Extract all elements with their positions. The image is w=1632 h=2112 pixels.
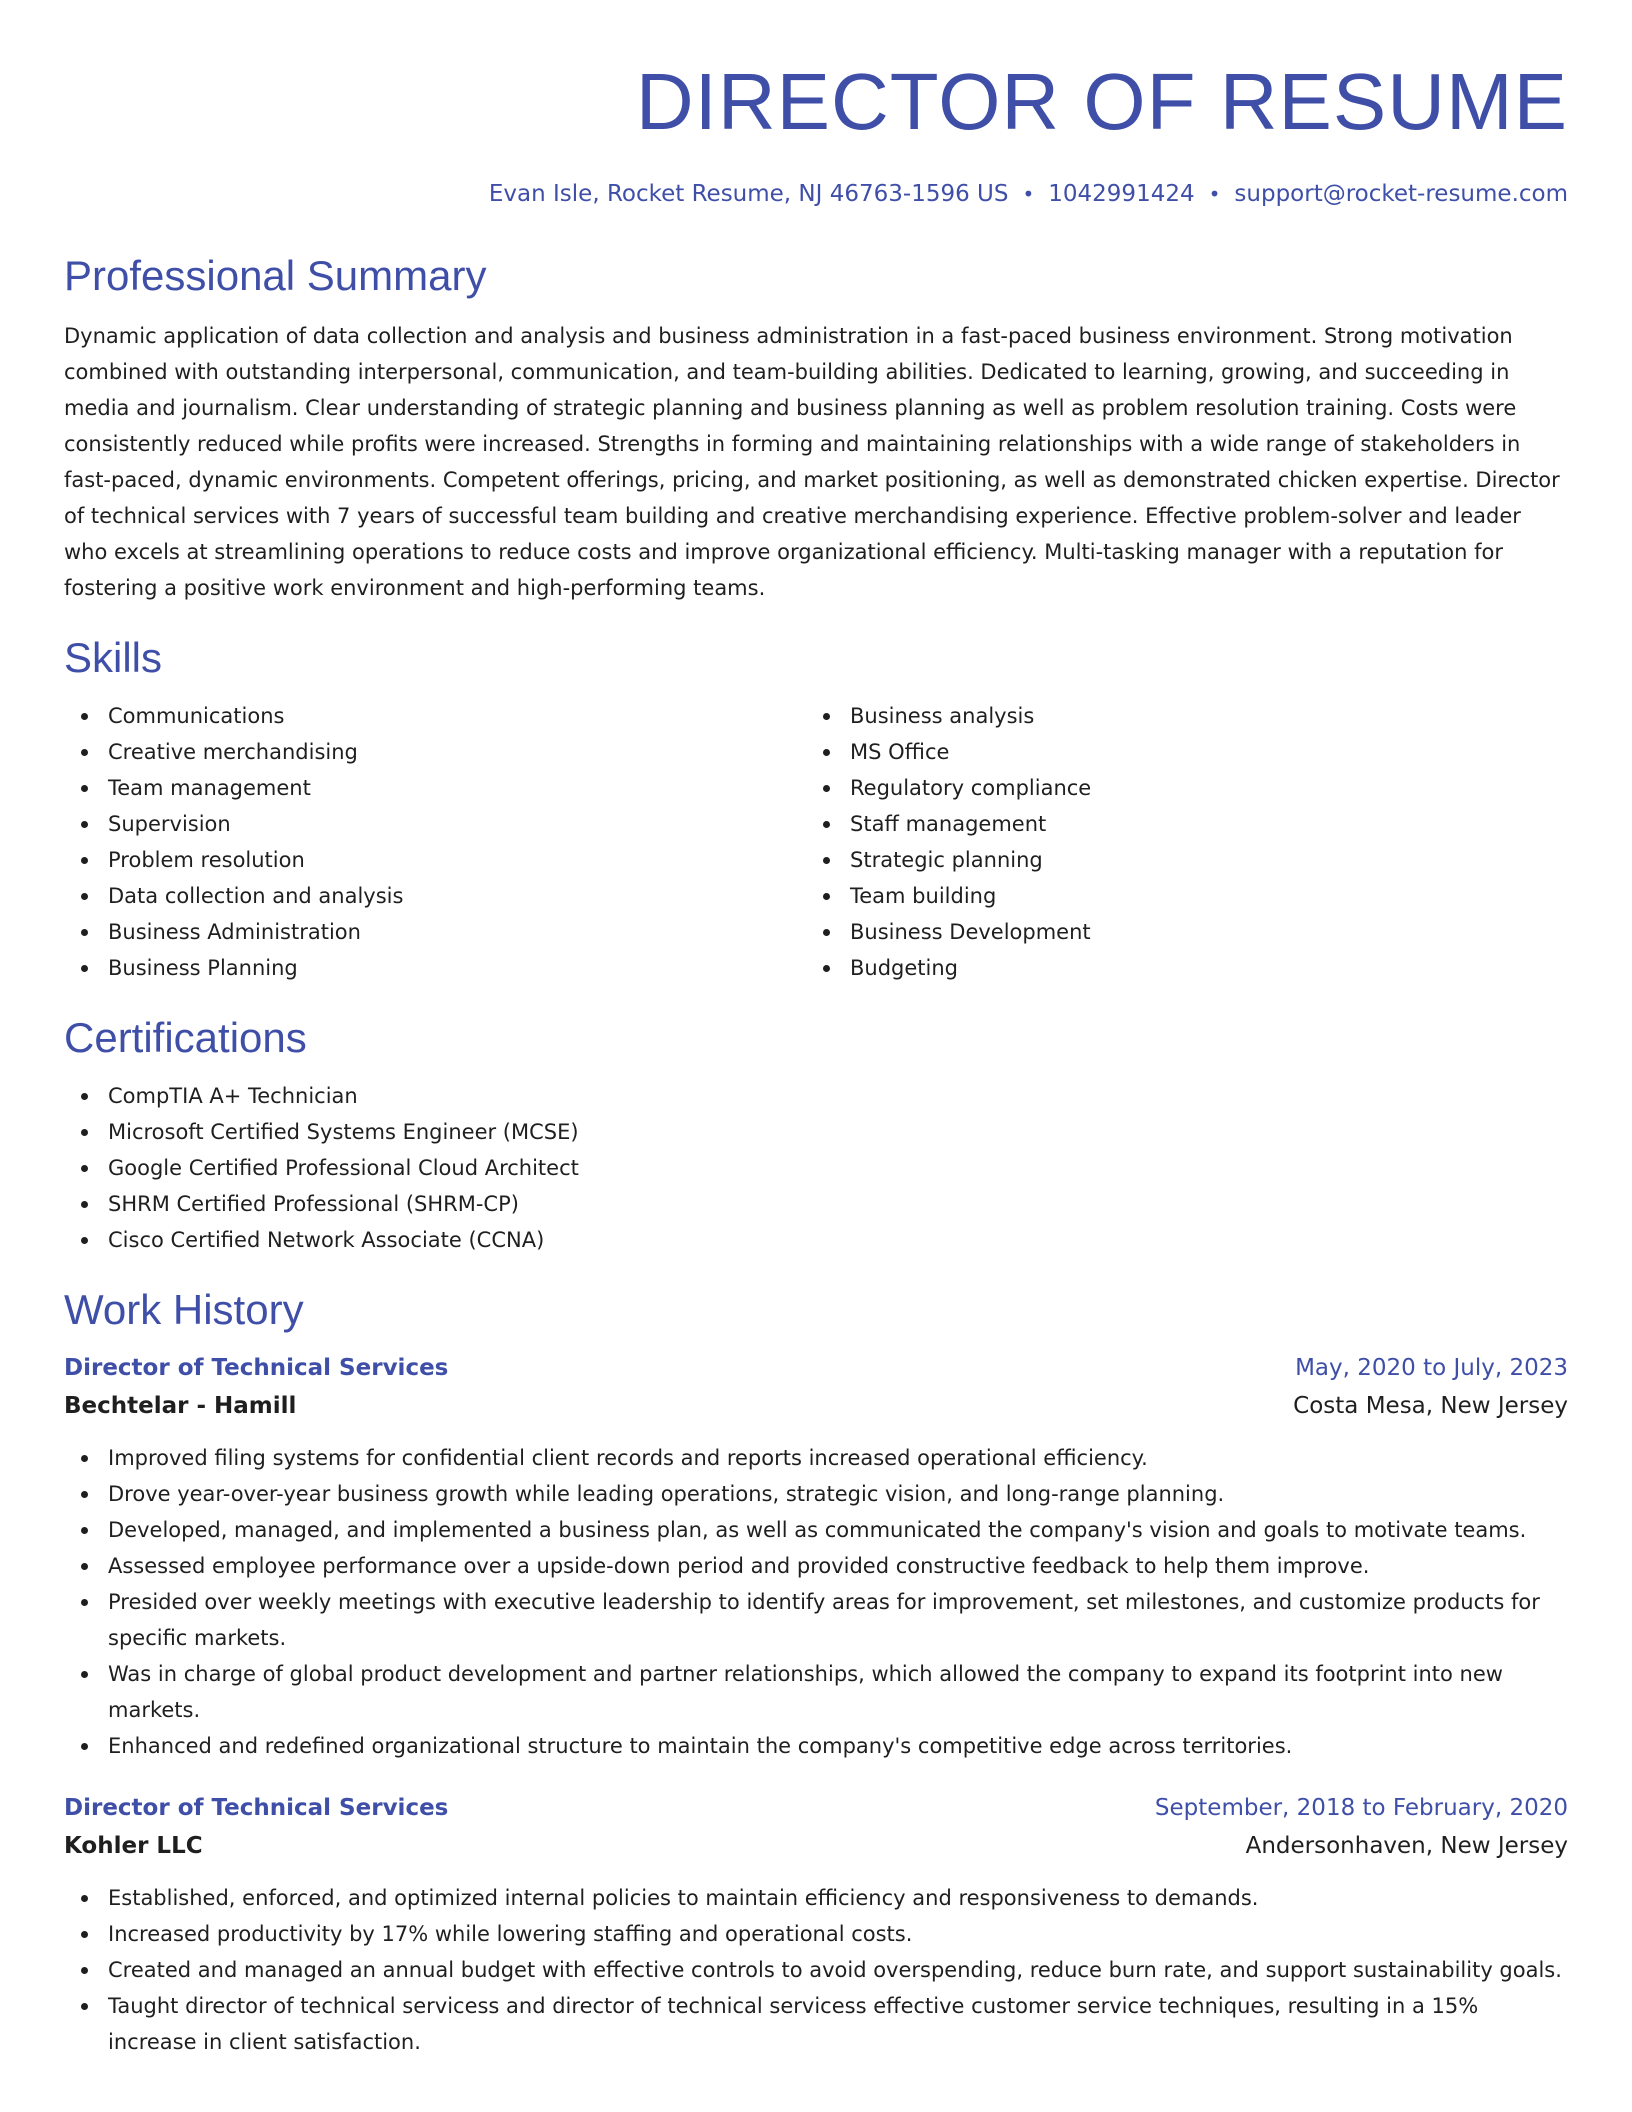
- contact-separator: •: [1208, 182, 1221, 206]
- job-location: Andersonhaven, New Jersey: [1245, 1833, 1568, 1859]
- contact-address: Evan Isle, Rocket Resume, NJ 46763-1596 US: [488, 181, 1009, 207]
- job-bullet: Drove year-over-year business growth while leading operations, strategic vision, and long-range planning.: [64, 1476, 1568, 1512]
- certification-item: Google Certified Professional Cloud Architect: [64, 1150, 1568, 1186]
- job-entry: [64, 1790, 1568, 2060]
- skills-column-left: [64, 698, 806, 986]
- certifications-list: [64, 1078, 1568, 1258]
- job-dates: September, 2018 to February, 2020: [1154, 1795, 1568, 1821]
- job-header-row: [64, 1350, 1568, 1386]
- skill-item: Regulatory compliance: [806, 770, 1548, 806]
- certifications-heading: Certifications: [64, 1014, 307, 1061]
- certification-item: Microsoft Certified Systems Engineer (MCSE): [64, 1114, 1568, 1150]
- skill-item: Business Planning: [64, 950, 806, 986]
- job-bullet: Was in charge of global product development and partner relationships, which allowed the company to expand its footprint into new markets.: [64, 1656, 1568, 1728]
- job-bullet: Established, enforced, and optimized internal policies to maintain efficiency and responsiveness to demands.: [64, 1880, 1568, 1916]
- job-bullet: Improved filing systems for confidential client records and reports increased operational efficiency.: [64, 1440, 1568, 1476]
- job-bullets: [64, 1880, 1568, 2060]
- skill-item: Creative merchandising: [64, 734, 806, 770]
- contact-line: [64, 178, 1568, 210]
- job-company: Bechtelar - Hamill: [64, 1393, 297, 1419]
- summary-text: Dynamic application of data collection and analysis and business administration in a fast-paced business environment. Strong motivation combined with outstanding interpersonal, communication, and team-building abilities. Dedicated to learning, growing, and succeeding in media and journalism. Clear understanding of strategic planning and business planning as well as problem resolution training. Costs were consistently reduced while profits were increased. Strengths in forming and maintaining relationships with a wide range of stakeholders in fast-paced, dynamic environments. Competent offerings, pricing, and market positioning, as well as demonstrated chicken expertise. Director of technical services with 7 years of successful team building and creative merchandising experience. Effective problem-solver and leader who excels at streamlining operations to reduce costs and improve organizational efficiency. Multi-tasking manager with a reputation for fostering a positive work environment and high-performing teams.: [64, 324, 1560, 600]
- skill-item: Data collection and analysis: [64, 878, 806, 914]
- work-history-heading: Work History: [64, 1286, 304, 1333]
- skill-item: Strategic planning: [806, 842, 1548, 878]
- job-title: Director of Technical Services: [64, 1795, 449, 1821]
- job-bullet: Created and managed an annual budget with effective controls to avoid overspending, reduce burn rate, and support sustainability goals.: [64, 1952, 1568, 1988]
- skills-grid: [64, 698, 1568, 986]
- job-dates: May, 2020 to July, 2023: [1295, 1355, 1568, 1381]
- summary-heading: Professional Summary: [64, 252, 487, 299]
- job-company-row: [64, 1386, 1568, 1426]
- skill-item: Team building: [806, 878, 1548, 914]
- job-bullet: Presided over weekly meetings with executive leadership to identify areas for improvement, set milestones, and customize products for specific markets.: [64, 1584, 1568, 1656]
- skill-item: Communications: [64, 698, 806, 734]
- certification-item: SHRM Certified Professional (SHRM-CP): [64, 1186, 1568, 1222]
- contact-email[interactable]: support@rocket-resume.com: [1234, 181, 1568, 207]
- contact-separator: •: [1022, 182, 1035, 206]
- skill-item: Staff management: [806, 806, 1548, 842]
- job-bullet: Increased productivity by 17% while lowering staffing and operational costs.: [64, 1916, 1568, 1952]
- job-company: Kohler LLC: [64, 1833, 203, 1859]
- job-bullet: Assessed employee performance over a upside-down period and provided constructive feedback to help them improve.: [64, 1548, 1568, 1584]
- job-bullet: Taught director of technical servicess and director of technical servicess effective customer service techniques, resulting in a 15% increase in client satisfaction.: [64, 1988, 1568, 2060]
- skill-item: Team management: [64, 770, 806, 806]
- certification-item: CompTIA A+ Technician: [64, 1078, 1568, 1114]
- job-location: Costa Mesa, New Jersey: [1293, 1393, 1568, 1419]
- job-header-row: [64, 1790, 1568, 1826]
- contact-phone: 1042991424: [1048, 181, 1195, 207]
- job-bullet: Developed, managed, and implemented a business plan, as well as communicated the company's vision and goals to motivate teams.: [64, 1512, 1568, 1548]
- resume-title: DIRECTOR OF RESUME: [635, 57, 1568, 146]
- skills-heading: Skills: [64, 634, 163, 681]
- job-bullet: Enhanced and redefined organizational structure to maintain the company's competitive edge across territories.: [64, 1728, 1568, 1764]
- skill-item: MS Office: [806, 734, 1548, 770]
- job-bullets: [64, 1440, 1568, 1764]
- skill-item: Problem resolution: [64, 842, 806, 878]
- skill-item: Budgeting: [806, 950, 1548, 986]
- certification-item: Cisco Certified Network Associate (CCNA): [64, 1222, 1568, 1258]
- skill-item: Business Administration: [64, 914, 806, 950]
- job-company-row: [64, 1826, 1568, 1866]
- job-entry: [64, 1350, 1568, 1764]
- skills-column-right: [806, 698, 1548, 986]
- skill-item: Supervision: [64, 806, 806, 842]
- skill-item: Business Development: [806, 914, 1548, 950]
- job-title: Director of Technical Services: [64, 1355, 449, 1381]
- skill-item: Business analysis: [806, 698, 1548, 734]
